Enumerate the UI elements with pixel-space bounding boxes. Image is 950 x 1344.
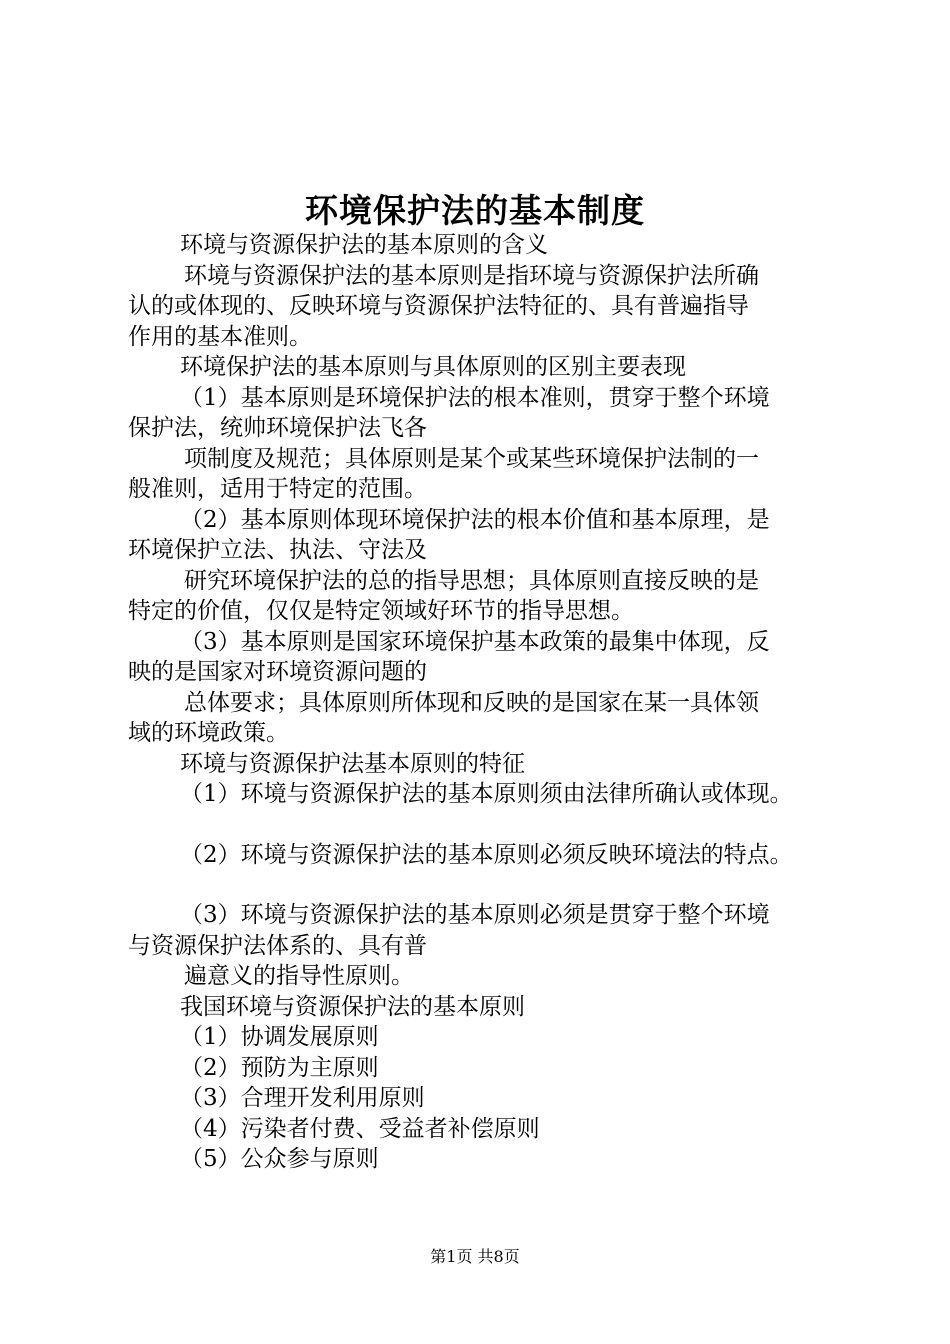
paragraph-line: 总体要求；具体原则所体现和反映的是国家在某一具体领	[184, 689, 759, 716]
paragraph-line: 环境与资源保护法的基本原则是指环境与资源保护法所确	[184, 262, 759, 289]
document-body	[128, 230, 848, 1175]
paragraph-line: 研究环境保护法的总的指导思想；具体原则直接反映的是	[184, 567, 759, 594]
paragraph-line: 般准则，适用于特定的范围。	[128, 476, 427, 502]
paragraph-line: 认的或体现的、反映环境与资源保护法特征的、具有普遍指导	[128, 293, 749, 319]
list-item: （2）预防为主原则	[180, 1054, 379, 1081]
paragraph-line: 保护法，统帅环境保护法飞各	[128, 415, 427, 441]
paragraph-line: 与资源保护法体系的、具有普	[128, 932, 427, 959]
page-number: 第1页 共8页	[430, 1247, 520, 1266]
document-title: 环境保护法的基本制度	[305, 191, 645, 230]
paragraph-line: 环境保护立法、执法、守法及	[128, 537, 427, 563]
section-heading: 环境保护法的基本原则与具体原则的区别主要表现	[180, 354, 686, 380]
paragraph-line: （2）环境与资源保护法的基本原则必须反映环境法的特点。	[180, 841, 793, 868]
paragraph-line: 特定的价值，仅仅是特定领域好环节的指导思想。	[128, 598, 634, 624]
paragraph-line: （3）环境与资源保护法的基本原则必须是贯穿于整个环境	[180, 902, 770, 928]
section-heading: 我国环境与资源保护法的基本原则	[180, 993, 525, 1020]
list-item: （1）协调发展原则	[180, 1024, 379, 1050]
paragraph-line: 项制度及规范；具体原则是某个或某些环境保护法制的一	[184, 445, 759, 472]
list-item: （3）合理开发利用原则	[180, 1085, 425, 1111]
paragraph-line: 遍意义的指导性原则。	[184, 963, 414, 989]
list-item: （5）公众参与原则	[180, 1146, 379, 1172]
list-item: （4）污染者付费、受益者补偿原则	[180, 1115, 540, 1142]
paragraph-line: （2）基本原则体现环境保护法的根本价值和基本原理，是	[180, 506, 770, 533]
paragraph-line: 映的是国家对环境资源问题的	[128, 659, 427, 685]
paragraph-line: 作用的基本准则。	[128, 323, 312, 350]
paragraph-line: （1）环境与资源保护法的基本原则须由法律所确认或体现。	[180, 781, 793, 807]
paragraph-line: （3）基本原则是国家环境保护基本政策的最集中体现，反	[180, 628, 770, 655]
section-heading: 环境与资源保护法基本原则的特征	[180, 750, 525, 777]
section-heading: 环境与资源保护法的基本原则的含义	[180, 232, 548, 258]
paragraph-line: 域的环境政策。	[128, 720, 289, 746]
paragraph-line: （1）基本原则是环境保护法的根本准则，贯穿于整个环境	[180, 384, 770, 411]
